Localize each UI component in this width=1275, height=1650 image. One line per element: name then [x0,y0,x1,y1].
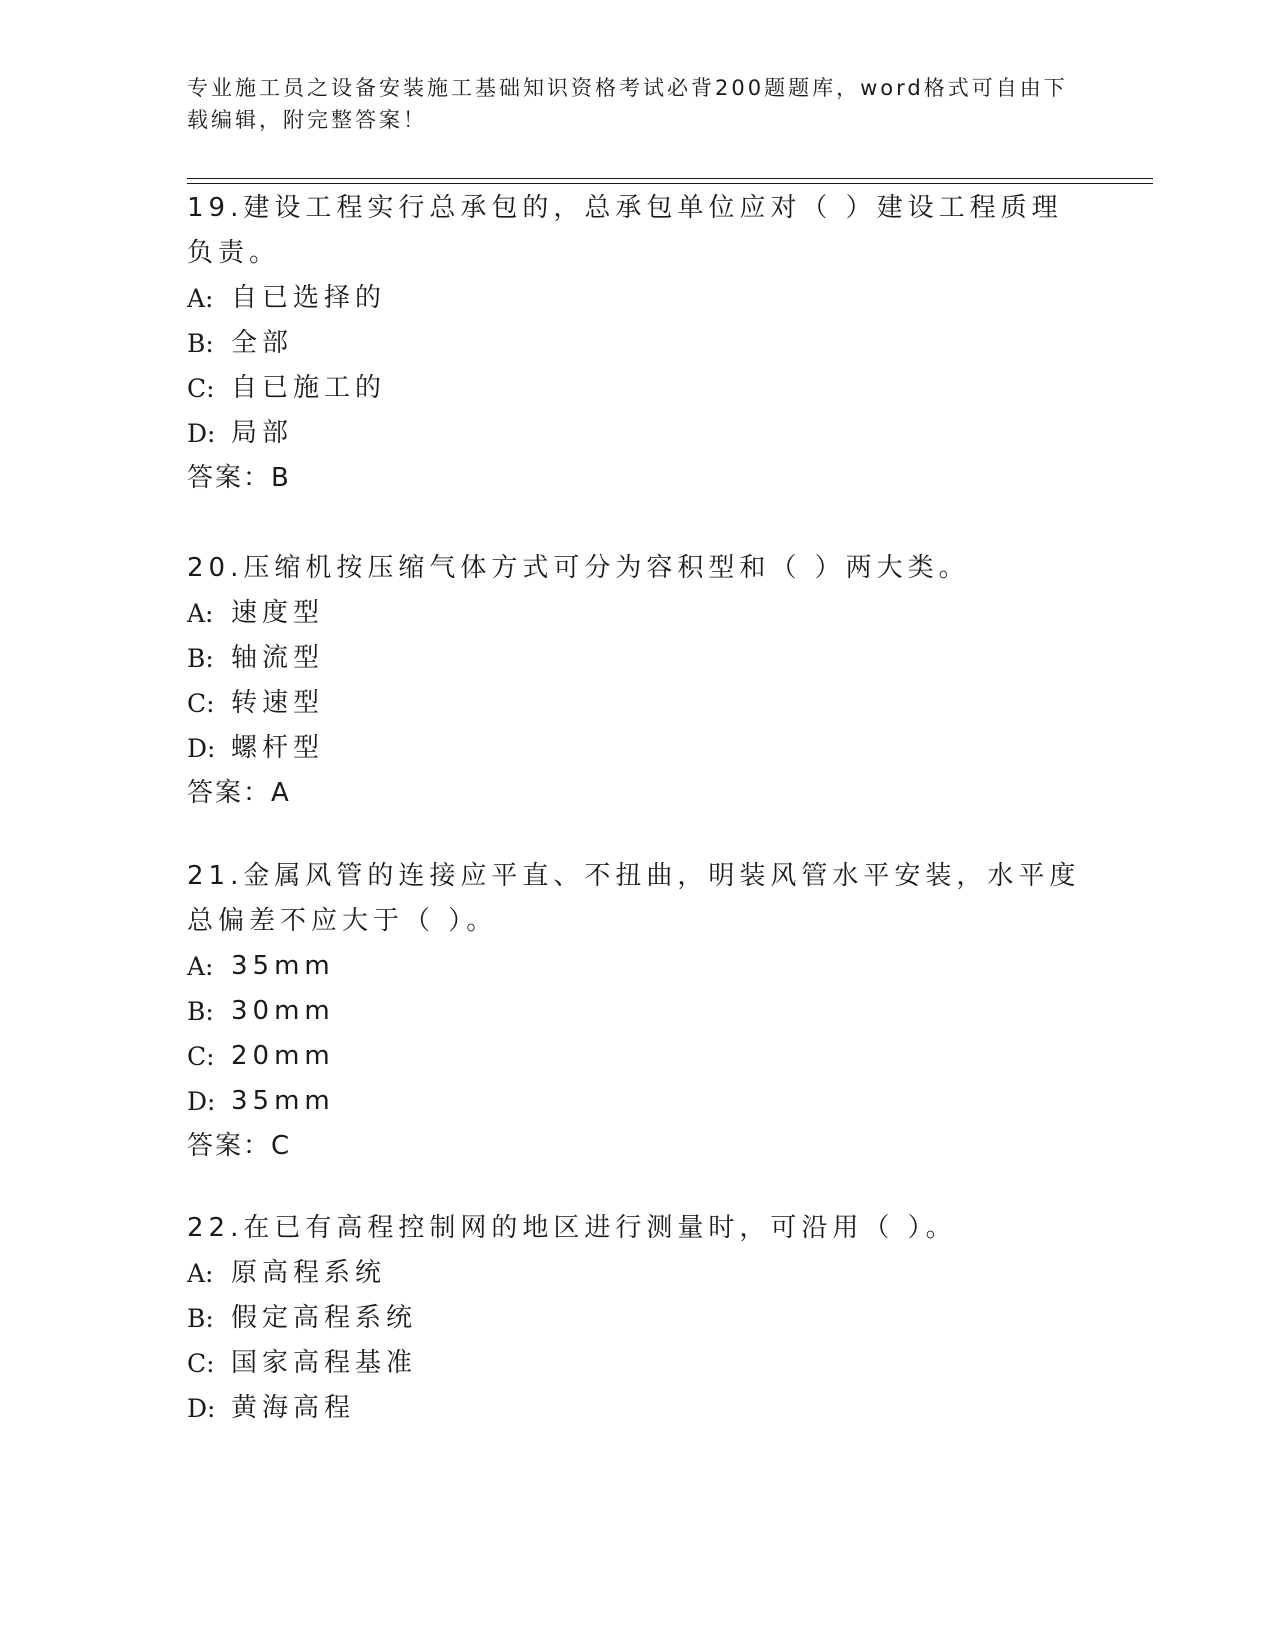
option-letter: C: [187,374,215,403]
option-letter: A: [187,284,214,313]
question-stem: 22.在已有高程控制网的地区进行测量时，可沿用（ ）。 [187,1213,957,1243]
option-text: 转速型 [231,688,325,718]
option-letter: B: [187,997,214,1026]
option-text: 螺杆型 [231,733,325,763]
option-text: 自已施工的 [231,373,387,403]
header-divider-top [187,178,1153,179]
option-c [187,1341,1087,1386]
question-19 [187,186,1087,501]
answer-label: 答案： [187,1131,272,1161]
question-22 [187,1206,1087,1431]
question-21 [187,854,1087,1169]
question-stem: 20.压缩机按压缩气体方式可分为容积型和（ ）两大类。 [187,553,970,583]
option-d [187,1386,1087,1431]
header-divider-bottom [187,183,1153,184]
option-text: 轴流型 [231,643,325,673]
option-b [187,321,1087,366]
option-a [187,591,1087,636]
option-d [187,726,1087,771]
answer-value: A [271,778,289,808]
option-letter: B: [187,329,214,358]
answer-label: 答案： [187,463,272,493]
option-text: 假定高程系统 [231,1303,418,1333]
option-a [187,276,1087,321]
option-c [187,681,1087,726]
option-letter: D: [187,1394,216,1423]
option-d [187,1079,1087,1124]
option-d [187,411,1087,456]
answer-line [187,1124,1087,1169]
option-letter: A: [187,599,214,628]
option-letter: A: [187,1259,214,1288]
option-a [187,944,1087,989]
option-text: 全部 [231,328,294,358]
option-text: 国家高程基准 [231,1348,418,1378]
option-letter: D: [187,1087,216,1116]
answer-line [187,771,1087,816]
option-c [187,366,1087,411]
option-c [187,1034,1087,1079]
question-stem: 19.建设工程实行总承包的，总承包单位应对（ ）建设工程质理负责。 [187,193,1063,268]
answer-line [187,456,1087,501]
option-text: 速度型 [231,598,325,628]
option-letter: D: [187,419,216,448]
option-b [187,636,1087,681]
option-letter: B: [187,644,214,673]
option-text: 黄海高程 [231,1393,356,1423]
answer-value: B [271,463,289,493]
question-20 [187,546,1087,816]
answer-label: 答案： [187,778,272,808]
option-letter: A: [187,952,214,981]
option-text: 局部 [231,418,294,448]
option-text: 20mm [231,1041,335,1071]
option-text: 原高程系统 [231,1258,387,1288]
document-header: 专业施工员之设备安装施工基础知识资格考试必背200题题库，word格式可自由下载编辑，附完整答案！ [187,76,1068,132]
option-letter: C: [187,689,215,718]
option-text: 35mm [231,1086,335,1116]
question-stem: 21.金属风管的连接应平直、不扭曲，明装风管水平安装，水平度总偏差不应大于（ ）。 [187,861,1081,936]
option-letter: C: [187,1349,215,1378]
option-text: 30mm [231,996,335,1026]
option-text: 自已选择的 [231,283,387,313]
answer-value: C [271,1131,290,1161]
option-letter: D: [187,734,216,763]
option-text: 35mm [231,951,335,981]
option-letter: B: [187,1304,214,1333]
option-b [187,1296,1087,1341]
option-b [187,989,1087,1034]
option-letter: C: [187,1042,215,1071]
option-a [187,1251,1087,1296]
